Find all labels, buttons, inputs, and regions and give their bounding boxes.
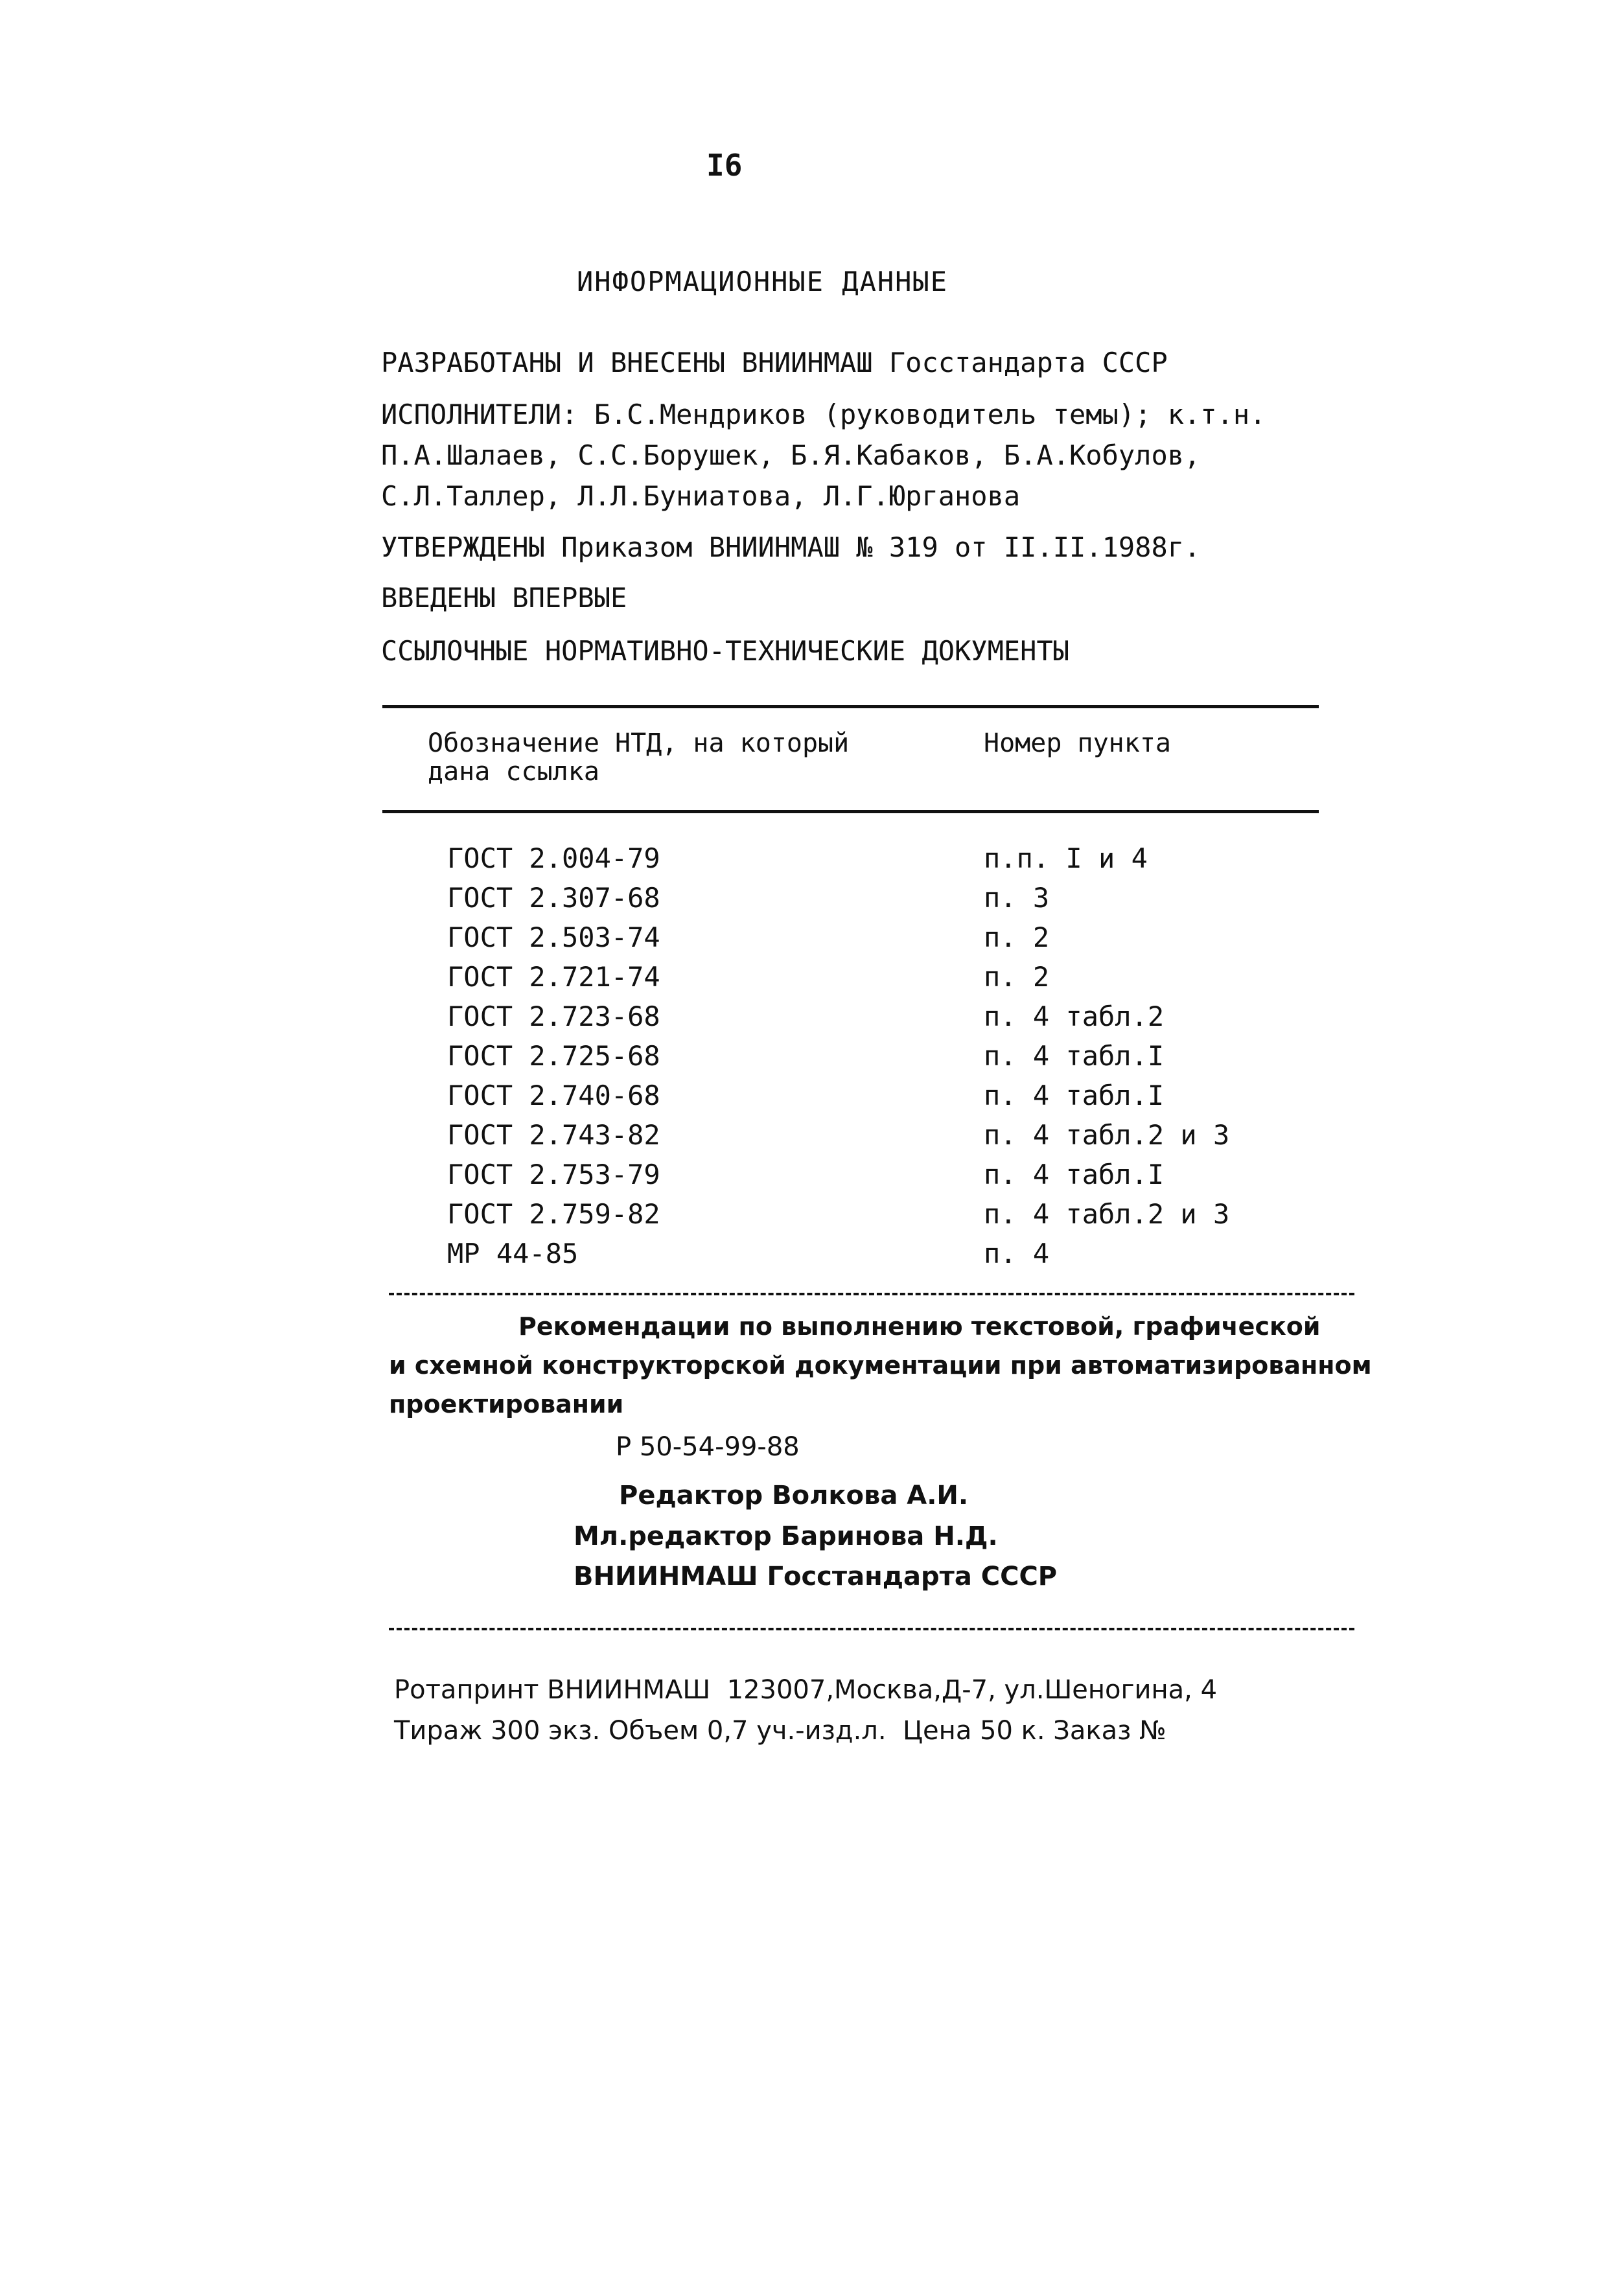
executors-line-2: П.А.Шалаев, С.С.Борушек, Б.Я.Кабаков, Б.А.Кобулов, bbox=[381, 439, 1201, 471]
editor-credit: Редактор Волкова А.И. bbox=[619, 1481, 969, 1510]
table-header-item: Номер пункта bbox=[984, 728, 1171, 758]
junior-editor-credit: Мл.редактор Баринова Н.Д. bbox=[574, 1521, 998, 1551]
page-number: I6 bbox=[706, 148, 743, 183]
table-cell-item: п. 4 табл.2 и 3 bbox=[984, 1198, 1230, 1230]
table-cell-item: п. 4 табл.2 и 3 bbox=[984, 1119, 1230, 1151]
table-cell-item: п.п. I и 4 bbox=[984, 842, 1148, 874]
table-cell-document: ГОСТ 2.759-82 bbox=[447, 1198, 660, 1230]
table-cell-item: п. 4 табл.I bbox=[984, 1159, 1165, 1190]
table-header-document: Обозначение НТД, на который дана ссылка bbox=[428, 728, 850, 787]
printing-house-line: Ротапринт ВНИИНМАШ 123007,Москва,Д-7, ул.Шеногина, 4 bbox=[394, 1675, 1218, 1705]
table-top-rule bbox=[382, 705, 1319, 708]
table-cell-item: п. 4 табл.I bbox=[984, 1040, 1165, 1072]
table-cell-document: МР 44-85 bbox=[447, 1238, 579, 1269]
imprint-separator bbox=[389, 1628, 1354, 1630]
recommendation-code: Р 50-54-99-88 bbox=[616, 1432, 800, 1462]
references-heading: ССЫЛОЧНЫЕ НОРМАТИВНО-ТЕХНИЧЕСКИЕ ДОКУМЕНТЫ bbox=[381, 635, 1070, 667]
executors-line: ИСПОЛНИТЕЛИ: Б.С.Мендриков (руководитель темы); к.т.н. bbox=[381, 399, 1266, 430]
table-cell-document: ГОСТ 2.753-79 bbox=[447, 1159, 660, 1190]
table-cell-document: ГОСТ 2.721-74 bbox=[447, 961, 660, 993]
table-cell-item: п. 2 bbox=[984, 921, 1050, 953]
table-bottom-rule bbox=[389, 1293, 1354, 1295]
table-cell-item: п. 3 bbox=[984, 882, 1050, 914]
table-cell-document: ГОСТ 2.725-68 bbox=[447, 1040, 660, 1072]
table-cell-document: ГОСТ 2.004-79 bbox=[447, 842, 660, 874]
table-cell-document: ГОСТ 2.740-68 bbox=[447, 1080, 660, 1111]
recommendation-title-line-2: и схемной конструкторской документации при автоматизированном bbox=[389, 1351, 1372, 1380]
table-cell-item: п. 4 bbox=[984, 1238, 1050, 1269]
executors-line-3: С.Л.Таллер, Л.Л.Буниатова, Л.Г.Юрганова bbox=[381, 480, 1021, 512]
table-cell-document: ГОСТ 2.307-68 bbox=[447, 882, 660, 914]
table-cell-item: п. 4 табл.2 bbox=[984, 1001, 1165, 1032]
table-cell-document: ГОСТ 2.503-74 bbox=[447, 921, 660, 953]
table-header-rule bbox=[382, 810, 1319, 813]
developer-line: РАЗРАБОТАНЫ И ВНЕСЕНЫ ВНИИНМАШ Госстандарта СССР bbox=[381, 347, 1168, 378]
section-title: ИНФОРМАЦИОННЫЕ ДАННЫЕ bbox=[577, 266, 949, 297]
table-cell-item: п. 2 bbox=[984, 961, 1050, 993]
approval-line: УТВЕРЖДЕНЫ Приказом ВНИИНМАШ № 319 от II.II.1988г. bbox=[381, 531, 1201, 563]
table-cell-document: ГОСТ 2.723-68 bbox=[447, 1001, 660, 1032]
organization-credit: ВНИИНМАШ Госстандарта СССР bbox=[574, 1562, 1058, 1591]
recommendation-title-line-1: Рекомендации по выполнению текстовой, графической bbox=[518, 1312, 1321, 1341]
recommendation-title-line-3: проектировании bbox=[389, 1390, 624, 1418]
print-run-line: Тираж 300 экз. Объем 0,7 уч.-изд.л. Цена 50 к. Заказ № bbox=[394, 1716, 1166, 1746]
introduced-line: ВВЕДЕНЫ ВПЕРВЫЕ bbox=[381, 582, 627, 614]
table-cell-item: п. 4 табл.I bbox=[984, 1080, 1165, 1111]
table-cell-document: ГОСТ 2.743-82 bbox=[447, 1119, 660, 1151]
